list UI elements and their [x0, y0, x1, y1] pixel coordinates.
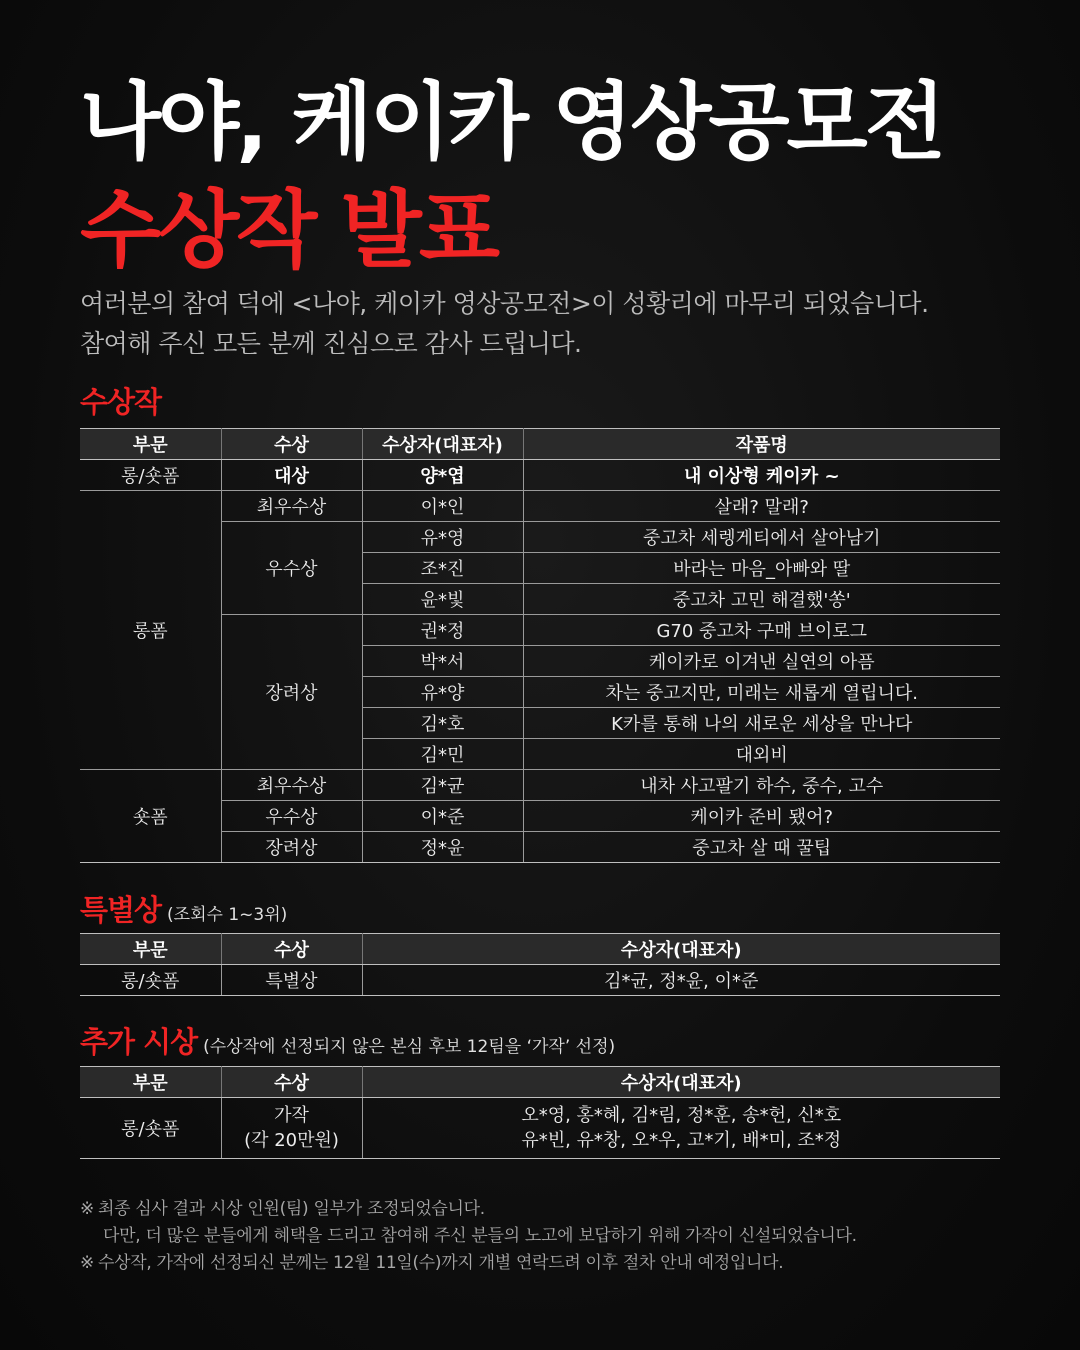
col-header-winner: 수상자(대표자) [362, 429, 523, 460]
cell-category: 롱폼 [80, 491, 221, 770]
cell-work: 중고차 세렝게티에서 살아남기 [523, 522, 1000, 553]
col-header-work: 작품명 [523, 429, 1000, 460]
cell-award: 특별상 [221, 965, 362, 996]
special-note: (조회수 1~3위) [167, 905, 288, 925]
cell-category: 롱/숏폼 [80, 1098, 221, 1159]
award-line: 가작 [274, 1105, 309, 1126]
footnote-text: 수상작, 가작에 선정되신 분께는 12월 11일(수)까지 개별 연락드려 이후 절차 안내 예정입니다. [97, 1253, 784, 1273]
cell-winner: 이*준 [362, 801, 523, 832]
table-header-row [80, 1067, 1000, 1098]
footnote-text: 최종 심사 결과 시상 인원(팀) 일부가 조정되었습니다. [97, 1199, 485, 1219]
table-header-row [80, 934, 1000, 965]
footnote [80, 1250, 1010, 1277]
footnote-text: 다만, 더 많은 분들에게 혜택을 드리고 참여해 주신 분들의 노고에 보답하기 위해 가작이 신설되었습니다. [103, 1226, 857, 1246]
cell-award: 장려상 [221, 832, 362, 863]
cell-work: 살래? 말래? [523, 491, 1000, 522]
cell-category: 롱/숏폼 [80, 460, 221, 491]
cell-award: 장려상 [221, 615, 362, 770]
col-header-category: 부문 [80, 1067, 221, 1098]
table-row [80, 770, 1000, 801]
cell-work: 바라는 마음_아빠와 딸 [523, 553, 1000, 584]
extra-note: (수상작에 선정되지 않은 본심 후보 12팀을 ‘가작’ 선정) [203, 1037, 616, 1057]
cell-award: 대상 [221, 460, 362, 491]
winners-line: 오*영, 홍*혜, 김*림, 정*훈, 송*헌, 신*호 [521, 1105, 842, 1126]
cell-winner: 이*인 [362, 491, 523, 522]
cell-work: 중고차 고민 해결했'쏭' [523, 584, 1000, 615]
cell-winner: 양*엽 [362, 460, 523, 491]
cell-work: 중고차 살 때 꿀팁 [523, 832, 1000, 863]
special-heading: 특별상 [80, 893, 162, 927]
special-heading-row [80, 888, 287, 929]
col-header-award: 수상 [221, 429, 362, 460]
cell-award: 우수상 [221, 522, 362, 615]
cell-category: 롱/숏폼 [80, 965, 221, 996]
awards-heading-row [80, 380, 161, 421]
cell-award: 최우수상 [221, 491, 362, 522]
cell-winner: 박*서 [362, 646, 523, 677]
cell-category: 숏폼 [80, 770, 221, 863]
cell-work: 내차 사고팔기 하수, 중수, 고수 [523, 770, 1000, 801]
col-header-award: 수상 [221, 1067, 362, 1098]
footnotes [80, 1196, 1010, 1277]
col-header-category: 부문 [80, 934, 221, 965]
table-header-row [80, 429, 1000, 460]
intro-line: 참여해 주신 모든 분께 진심으로 감사 드립니다. [80, 329, 582, 358]
extra-table [80, 1066, 1000, 1159]
cell-winner [362, 1098, 1000, 1159]
cell-winner: 윤*빛 [362, 584, 523, 615]
table-row [80, 491, 1000, 522]
cell-work: K카를 통해 나의 새로운 세상을 만나다 [523, 708, 1000, 739]
award-line: (각 20만원) [244, 1130, 339, 1151]
intro-text [80, 284, 1010, 364]
awards-table [80, 428, 1000, 863]
cell-work: 대외비 [523, 739, 1000, 770]
table-row [80, 460, 1000, 491]
cell-work: 케이카 준비 됐어? [523, 801, 1000, 832]
col-header-category: 부문 [80, 429, 221, 460]
intro-line: 여러분의 참여 덕에 <나야, 케이카 영상공모전>이 성황리에 마무리 되었습니다. [80, 289, 929, 318]
col-header-award: 수상 [221, 934, 362, 965]
awards-heading: 수상작 [80, 385, 162, 419]
cell-winner: 유*영 [362, 522, 523, 553]
col-header-winner: 수상자(대표자) [362, 934, 1000, 965]
cell-winner: 유*양 [362, 677, 523, 708]
cell-winner: 김*호 [362, 708, 523, 739]
page-subtitle: 수상작 발표 [80, 181, 497, 279]
cell-winner: 김*균, 정*윤, 이*준 [362, 965, 1000, 996]
cell-winner: 김*민 [362, 739, 523, 770]
table-row [80, 965, 1000, 996]
cell-winner: 조*진 [362, 553, 523, 584]
cell-winner: 정*윤 [362, 832, 523, 863]
cell-work: G70 중고차 구매 브이로그 [523, 615, 1000, 646]
footnote [80, 1196, 1010, 1223]
cell-work: 내 이상형 케이카 ~ [523, 460, 1000, 491]
cell-work: 케이카로 이겨낸 실연의 아픔 [523, 646, 1000, 677]
extra-heading: 추가 시상 [80, 1025, 198, 1059]
reference-mark: ※ [80, 1199, 94, 1219]
col-header-winner: 수상자(대표자) [362, 1067, 1000, 1098]
special-table [80, 933, 1000, 996]
cell-work: 차는 중고지만, 미래는 새롭게 열립니다. [523, 677, 1000, 708]
cell-award: 최우수상 [221, 770, 362, 801]
reference-mark: ※ [80, 1253, 94, 1273]
cell-winner: 김*균 [362, 770, 523, 801]
extra-heading-row [80, 1020, 615, 1061]
cell-award [221, 1098, 362, 1159]
table-row [80, 1098, 1000, 1159]
cell-winner: 권*정 [362, 615, 523, 646]
page-title: 나야, 케이카 영상공모전 [80, 73, 943, 171]
cell-award: 우수상 [221, 801, 362, 832]
winners-line: 유*빈, 유*창, 오*우, 고*기, 배*미, 조*정 [521, 1130, 842, 1151]
